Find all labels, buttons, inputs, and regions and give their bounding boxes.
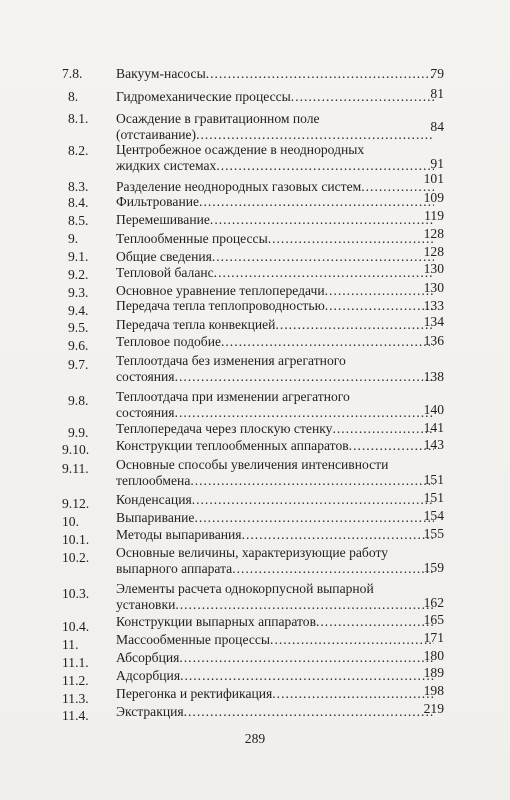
toc-entry-title bbox=[116, 283, 434, 299]
toc-entry-title bbox=[116, 527, 434, 543]
toc-entry-title bbox=[116, 142, 434, 174]
toc-entry-title-line: Фильтрование bbox=[116, 194, 200, 209]
toc-entry-title-line: Теплоотдача при изменении агрегатного bbox=[116, 389, 350, 404]
toc-entry-page: 84 bbox=[430, 119, 444, 134]
toc-entry-title bbox=[116, 334, 434, 350]
toc-entry-page: 134 bbox=[423, 314, 444, 329]
toc-entry-title-line: Центробежное осаждение в неоднородных bbox=[116, 142, 365, 157]
toc-entry-number: 9.10. bbox=[62, 442, 90, 457]
dot-leader bbox=[291, 89, 434, 105]
toc-entry-page: 128 bbox=[423, 226, 444, 241]
dot-leader bbox=[180, 668, 434, 684]
toc-entry-title-line: Тепловой баланс bbox=[116, 265, 214, 280]
dot-leader bbox=[190, 473, 434, 489]
toc-entry-number: 9.1. bbox=[68, 249, 89, 264]
dot-leader bbox=[175, 369, 434, 385]
dot-leader bbox=[175, 405, 434, 421]
toc-entry-number: 9. bbox=[68, 231, 79, 246]
toc-entry-title-line: Общие сведения bbox=[116, 249, 212, 264]
toc-entry-number: 8. bbox=[68, 89, 79, 104]
toc-entry-title-line: теплообмена bbox=[116, 473, 191, 488]
dot-leader bbox=[270, 632, 434, 648]
toc-entry-title bbox=[116, 212, 434, 228]
toc-entry-title bbox=[116, 389, 434, 421]
toc-entry-title-line: Гидромеханические процессы bbox=[116, 89, 291, 104]
toc-entry-title bbox=[116, 650, 434, 666]
dot-leader bbox=[199, 194, 434, 210]
toc-entry-number: 8.1. bbox=[68, 111, 89, 126]
dot-leader bbox=[325, 298, 434, 314]
toc-entry-title bbox=[116, 194, 434, 210]
toc-entry-number: 9.7. bbox=[68, 357, 89, 372]
toc-entry-page: 143 bbox=[423, 437, 444, 452]
toc-entry-number: 9.2. bbox=[68, 267, 89, 282]
toc-entry-title-line: состояния bbox=[116, 369, 175, 384]
toc-entry-page: 140 bbox=[423, 402, 444, 417]
toc-entry-title bbox=[116, 704, 434, 720]
dot-leader bbox=[275, 317, 434, 333]
toc-entry-title bbox=[116, 89, 434, 105]
toc-entry-title-line: Основное уравнение теплопередачи bbox=[116, 283, 325, 298]
toc-entry-title bbox=[116, 317, 434, 333]
toc-entry-title bbox=[116, 510, 434, 526]
toc-entry-number: 9.9. bbox=[68, 425, 89, 440]
toc-entry-title-line: Выпаривание bbox=[116, 510, 195, 525]
toc-entry-title-line: Перегонка и ректификация bbox=[116, 686, 273, 701]
toc-entry-number: 10.1. bbox=[62, 532, 90, 547]
toc-entry-title-line: Экстракция bbox=[116, 704, 184, 719]
toc-entry-title-line: Массообменные процессы bbox=[116, 632, 271, 647]
toc-entry-title bbox=[116, 438, 434, 454]
dot-leader bbox=[179, 650, 434, 666]
toc-entry-number: 11. bbox=[62, 637, 79, 652]
toc-entry-page: 133 bbox=[423, 298, 444, 313]
toc-entry-title bbox=[116, 668, 434, 684]
toc-entry-page: 138 bbox=[423, 369, 444, 384]
toc-entry-title-line: Абсорбция bbox=[116, 650, 180, 665]
toc-entry-title bbox=[116, 545, 434, 577]
toc-entry-title-line: Конденсация bbox=[116, 492, 192, 507]
toc-entry-number: 9.4. bbox=[68, 303, 89, 318]
toc-entry-title-line: Тепловое подобие bbox=[116, 334, 222, 349]
toc-entry-page: 130 bbox=[423, 280, 444, 295]
toc-entry-title-line: Элементы расчета однокорпусной выпарной bbox=[116, 581, 374, 596]
toc-entry-number: 11.4. bbox=[62, 708, 89, 723]
toc-entry-page: 119 bbox=[424, 208, 444, 223]
toc-entry-title bbox=[116, 421, 434, 437]
toc-entry-title bbox=[116, 111, 434, 143]
toc-entry-title bbox=[116, 492, 434, 508]
toc-entry-title-line: Конструкции выпарных аппаратов bbox=[116, 614, 316, 629]
toc-entry-title-line: Основные способы увеличения интенсивности bbox=[116, 457, 389, 472]
dot-leader bbox=[194, 510, 434, 526]
toc-entry-title-line: Теплообменные процессы bbox=[116, 231, 268, 246]
toc-entry-title bbox=[116, 581, 434, 613]
toc-entry-page: 155 bbox=[423, 526, 444, 541]
toc-entry-number: 9.12. bbox=[62, 496, 90, 511]
toc-entry-page: 219 bbox=[423, 701, 444, 716]
toc-entry-number: 9.8. bbox=[68, 393, 89, 408]
toc-entry-number: 10.4. bbox=[62, 619, 90, 634]
toc-entry-title-line: Адсорбция bbox=[116, 668, 181, 683]
dot-leader bbox=[242, 527, 434, 543]
toc-entry-title-line: Вакуум-насосы bbox=[116, 66, 206, 81]
toc-entry-page: 180 bbox=[423, 648, 444, 663]
toc-entry-title-line: Перемешивание bbox=[116, 212, 210, 227]
toc-entry-title-line: установки bbox=[116, 597, 176, 612]
toc-entry-number: 10.3. bbox=[62, 586, 90, 601]
toc-entry-page: 136 bbox=[423, 333, 444, 348]
toc-entry-title-line: Передача тепла теплопроводностью bbox=[116, 298, 325, 313]
dot-leader bbox=[192, 492, 434, 508]
toc-entry-number: 8.2. bbox=[68, 143, 89, 158]
toc-entry-title-line: Методы выпаривания bbox=[116, 527, 242, 542]
toc-entry-number: 10. bbox=[62, 514, 79, 529]
toc-entry-title-line: Разделение неоднородных газовых систем bbox=[116, 179, 362, 194]
toc-entry-number: 8.5. bbox=[68, 213, 89, 228]
toc-entry-title bbox=[116, 265, 434, 281]
dot-leader bbox=[272, 686, 434, 702]
toc-entry-title-line: состояния bbox=[116, 405, 175, 420]
dot-leader bbox=[212, 249, 434, 265]
toc-entry-title-line: Теплопередача через плоскую стенку bbox=[116, 421, 333, 436]
toc-entry-number: 9.3. bbox=[68, 285, 89, 300]
dot-leader bbox=[268, 231, 434, 247]
toc-entry-number: 9.6. bbox=[68, 338, 89, 353]
toc-entry-title-line: Передача тепла конвекцией bbox=[116, 317, 276, 332]
dot-leader bbox=[214, 265, 434, 281]
dot-leader bbox=[316, 614, 434, 630]
toc-entry-title bbox=[116, 231, 434, 247]
dot-leader bbox=[349, 438, 434, 454]
toc-entry-title-line: Основные величины, характеризующие работу bbox=[116, 545, 389, 560]
toc-entry-title bbox=[116, 179, 434, 195]
toc-entry-number: 10.2. bbox=[62, 550, 90, 565]
dot-leader bbox=[332, 421, 434, 437]
toc-entry-title bbox=[116, 686, 434, 702]
toc-entry-number: 8.3. bbox=[68, 179, 89, 194]
toc-entry-page: 128 bbox=[423, 244, 444, 259]
dot-leader bbox=[210, 212, 434, 228]
toc-entry-title-line: выпарного аппарата bbox=[116, 561, 233, 576]
toc-entry-number: 9.5. bbox=[68, 320, 89, 335]
toc-entry-title bbox=[116, 298, 434, 314]
toc-entry-page: 81 bbox=[430, 86, 444, 101]
toc-entry-page: 79 bbox=[430, 66, 444, 81]
toc-entry-title bbox=[116, 66, 434, 82]
toc-entry-page: 130 bbox=[423, 261, 444, 276]
toc-entry-title-line: Теплоотдача без изменения агрегатного bbox=[116, 353, 346, 368]
toc-entry-title bbox=[116, 457, 434, 489]
toc-entry-number: 11.1. bbox=[62, 655, 89, 670]
dot-leader bbox=[175, 597, 434, 613]
toc-entry-title-line: Конструкции теплообменных аппаратов bbox=[116, 438, 349, 453]
toc-entry-page: 141 bbox=[423, 420, 444, 435]
toc-entry-number: 11.3. bbox=[62, 691, 89, 706]
dot-leader bbox=[216, 158, 434, 174]
toc-entry-number: 9.11. bbox=[62, 461, 89, 476]
toc-entry-page: 109 bbox=[423, 190, 444, 205]
toc-entry-page: 101 bbox=[423, 171, 444, 186]
toc-entry-title bbox=[116, 632, 434, 648]
toc-entry-number: 11.2. bbox=[62, 673, 89, 688]
toc-entry-number: 7.8. bbox=[62, 66, 83, 81]
dot-leader bbox=[232, 561, 434, 577]
toc-entry-title-line: (отстаивание) bbox=[116, 127, 197, 142]
toc-entry-number: 8.4. bbox=[68, 195, 89, 210]
toc-entry-title-line: жидких системах bbox=[116, 158, 217, 173]
toc-entry-page: 91 bbox=[430, 156, 444, 171]
toc-entry-page: 151 bbox=[423, 472, 444, 487]
toc-entry-page: 189 bbox=[423, 665, 444, 680]
toc-entry-page: 151 bbox=[423, 490, 444, 505]
toc-entry-title bbox=[116, 249, 434, 265]
toc-entry-page: 165 bbox=[423, 612, 444, 627]
toc-entry-page: 198 bbox=[423, 683, 444, 698]
toc-entry-title-line: Осаждение в гравитационном поле bbox=[116, 111, 320, 126]
toc-entry-title bbox=[116, 353, 434, 385]
page-number-footer: 289 bbox=[244, 731, 266, 746]
dot-leader bbox=[206, 66, 434, 82]
toc-entry-page: 162 bbox=[423, 595, 444, 610]
dot-leader bbox=[184, 704, 434, 720]
dot-leader bbox=[196, 127, 434, 143]
toc-entry-page: 154 bbox=[423, 508, 444, 523]
dot-leader bbox=[325, 283, 434, 299]
toc-entry-page: 171 bbox=[423, 630, 444, 645]
toc-entry-page: 159 bbox=[423, 560, 444, 575]
dot-leader bbox=[221, 334, 434, 350]
toc-entry-title bbox=[116, 614, 434, 630]
